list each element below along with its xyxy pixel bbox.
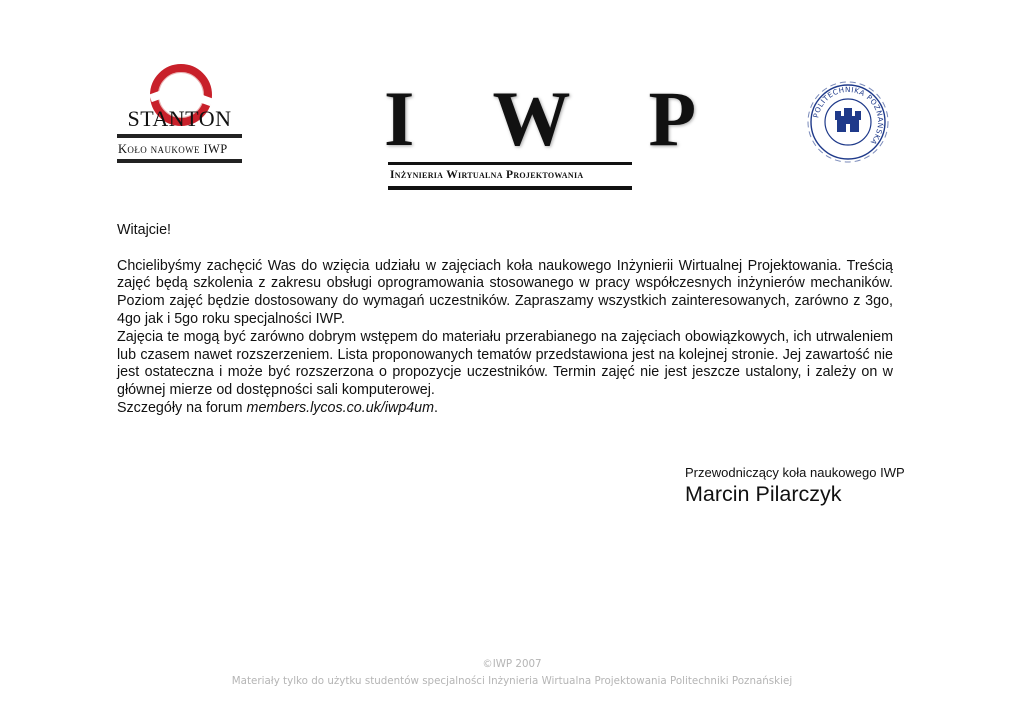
iwp-logo — [384, 75, 727, 195]
letter-body — [117, 222, 893, 418]
castle-icon — [835, 108, 861, 132]
forum-link[interactable]: members.lycos.co.uk/iwp4um — [246, 399, 435, 416]
iwp-letters: I W P — [384, 75, 727, 162]
page-footer — [0, 656, 1024, 690]
signature-block — [685, 465, 985, 507]
stanton-divider-top — [117, 134, 242, 138]
politechnika-poznanska-seal — [804, 78, 892, 166]
seal-ring-text: POLITECHNIKA POZNAŃSKA — [811, 84, 886, 147]
iwp-subtitle: Inżynieria Wirtualna Projektowania — [390, 169, 584, 181]
signature-role: Przewodniczący koła naukowego IWP — [685, 465, 905, 480]
stanton-subtitle: Koło naukowe IWP — [118, 142, 228, 156]
greeting: Witajcie! — [117, 222, 172, 238]
stanton-logo — [112, 62, 247, 172]
paragraph-intro: Chcielibyśmy zachęcić Was do wzięcia udziału w zajęciach koła naukowego Inżynierii Wirtualnej Projektowania. Treścią zajęć będą szkolenia z zakresu obsługi oprogramowania stosowanego w pracy współczesnych inżynierów mechaników. Poziom zajęć będzie dostosowany do wymagań uczestników. Zapraszamy wszystkich zainteresowanych, zarówno z 3go, 4go jak i 5go roku specjalności IWP. — [117, 257, 893, 327]
forum-line — [117, 400, 893, 418]
footer-note: Materiały tylko do użytku studentów specjalności Inżynieria Wirtualna Projektowania Politechniki Poznańskiej — [231, 675, 793, 687]
iwp-divider-top — [388, 162, 632, 165]
stanton-divider-bottom — [117, 159, 242, 163]
forum-prefix: Szczegóły na forum — [117, 399, 247, 416]
iwp-divider-bottom — [388, 186, 632, 190]
gear-seal-icon — [804, 78, 892, 166]
paragraph-details: Zajęcia te mogą być zarówno dobrym wstępem do materiału przerabianego na zajęciach obowiązkowych, ich utrwaleniem lub czasem nawet rozszerzeniem. Lista proponowanych tematów przedstawiona jest na kolejnej stronie. Jej zawartość nie jest ostateczna i może być rozszerzona o propozycje uczestników. Termin zajęć nie jest jeszcze ustalony, i zależy on w głównej mierze od dostępności sali komputerowej. — [117, 328, 893, 399]
footer-copyright: ©IWP 2007 — [482, 658, 542, 670]
signature-name: Marcin Pilarczyk — [685, 482, 842, 506]
stanton-title: STANTON — [127, 106, 232, 131]
forum-suffix: . — [434, 399, 439, 416]
